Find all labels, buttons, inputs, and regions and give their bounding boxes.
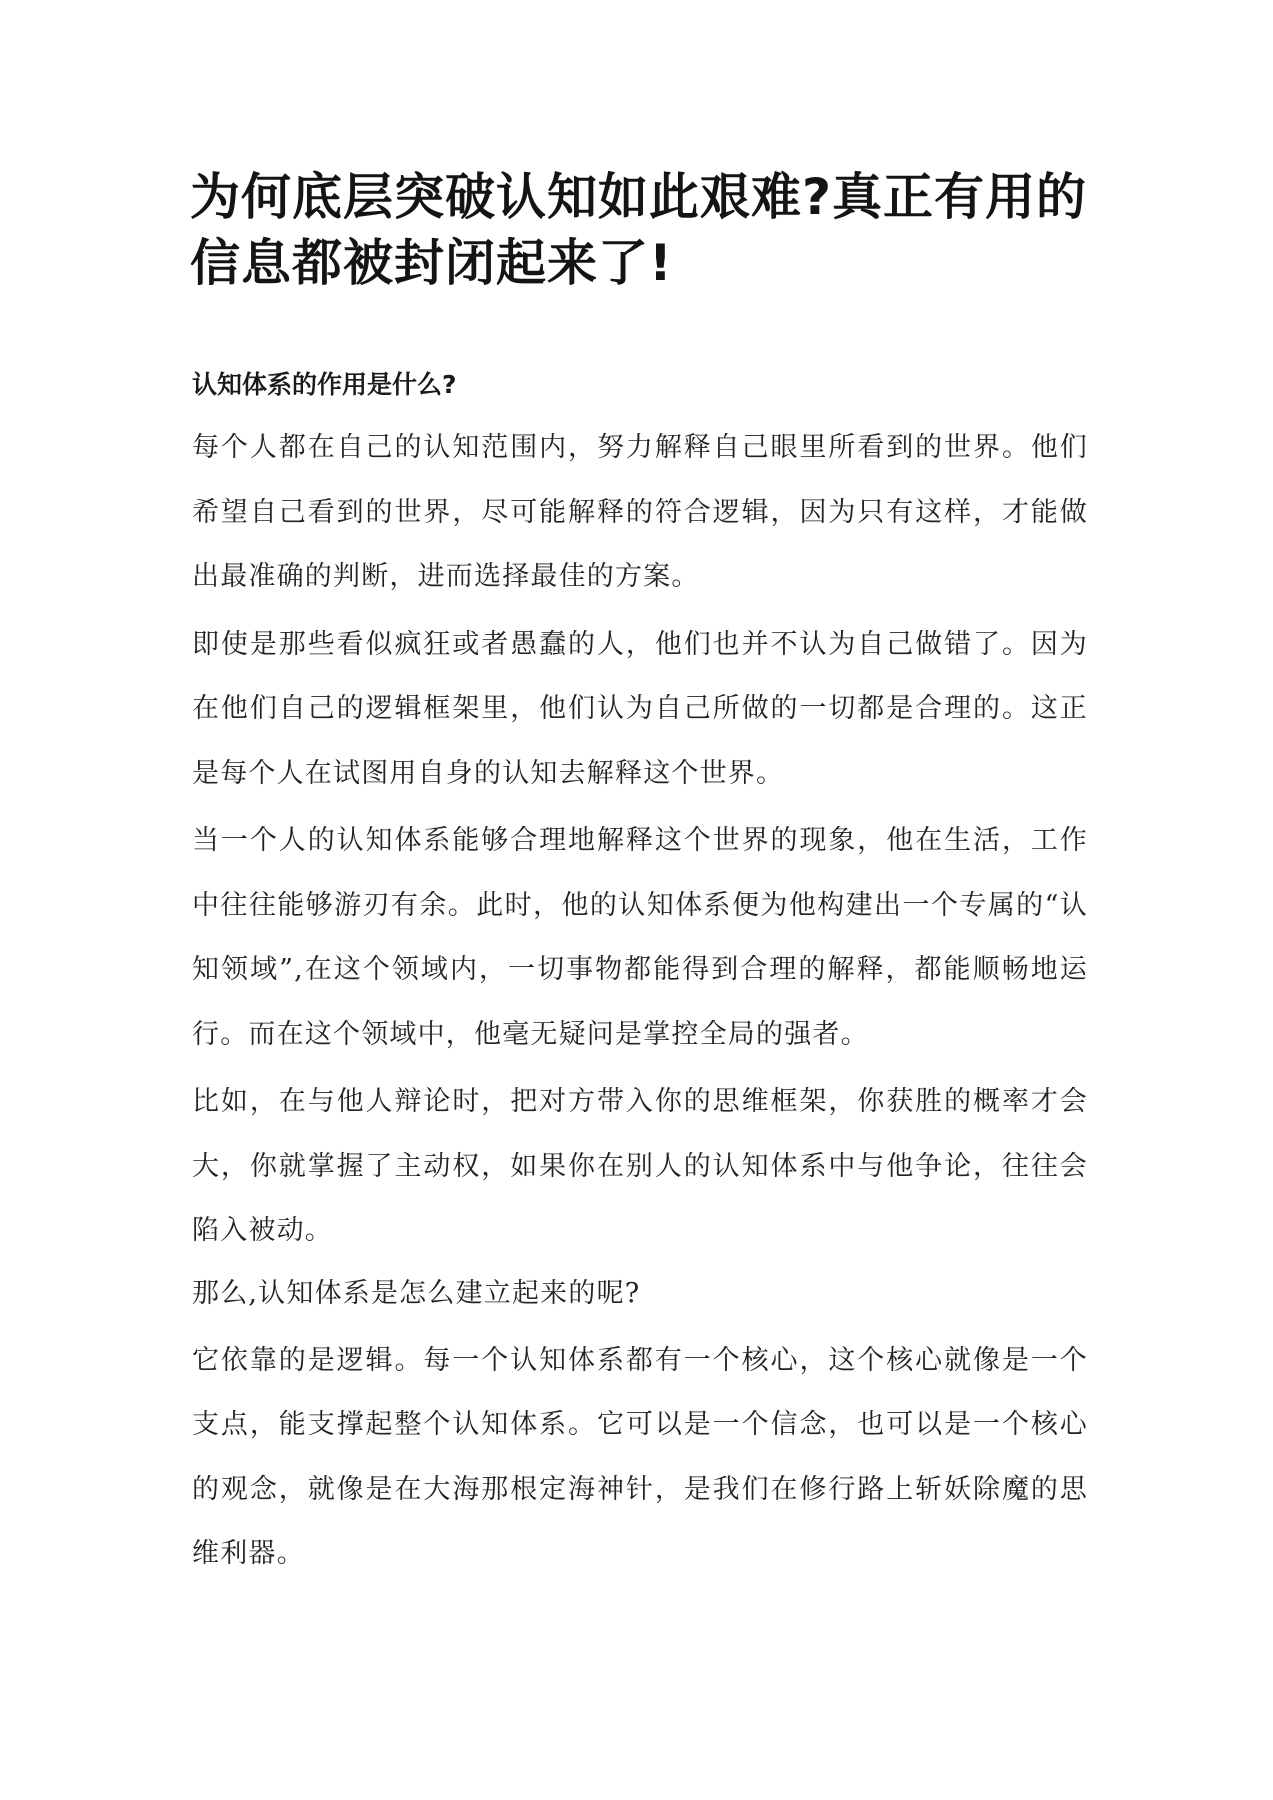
paragraph-6: 它依靠的是逻辑。每一个认知体系都有一个核心，这个核心就像是一个支点，能支撑起整个认知体系。它可以是一个信念，也可以是一个核心的观念，就像是在大海那根定海神针，是我们在修行路上斩妖除魔的思维利器。 [192, 1344, 1088, 1569]
article-body [192, 358, 1088, 1590]
paragraph-1: 每个人都在自己的认知范围内，努力解释自己眼里所看到的世界。他们希望自己看到的世界，尽可能解释的符合逻辑，因为只有这样，才能做出最准确的判断，进而选择最佳的方案。 [192, 432, 1088, 592]
article-title: 为何底层突破认知如此艰难?真正有用的信息都被封闭起来了! [190, 168, 1088, 292]
paragraph-5: 那么,认知体系是怎么建立起来的呢? [192, 1277, 641, 1309]
section-heading: 认知体系的作用是什么? [192, 370, 457, 399]
paragraph-2: 即使是那些看似疯狂或者愚蠢的人，他们也并不认为自己做错了。因为在他们自己的逻辑框架里，他们认为自己所做的一切都是合理的。这正是每个人在试图用自身的认知去解释这个世界。 [192, 628, 1088, 789]
paragraph-3: 当一个人的认知体系能够合理地解释这个世界的现象，他在生活，工作中往往能够游刃有余。此时，他的认知体系便为他构建出一个专属的“认知领域”,在这个领域内，一切事物都能得到合理的解释，都能顺畅地运行。而在这个领域中，他毫无疑问是掌控全局的强者。 [192, 825, 1088, 1050]
paragraph-4: 比如，在与他人辩论时，把对方带入你的思维框架，你获胜的概率才会大，你就掌握了主动权，如果你在别人的认知体系中与他争论，往往会陷入被动。 [192, 1086, 1088, 1246]
